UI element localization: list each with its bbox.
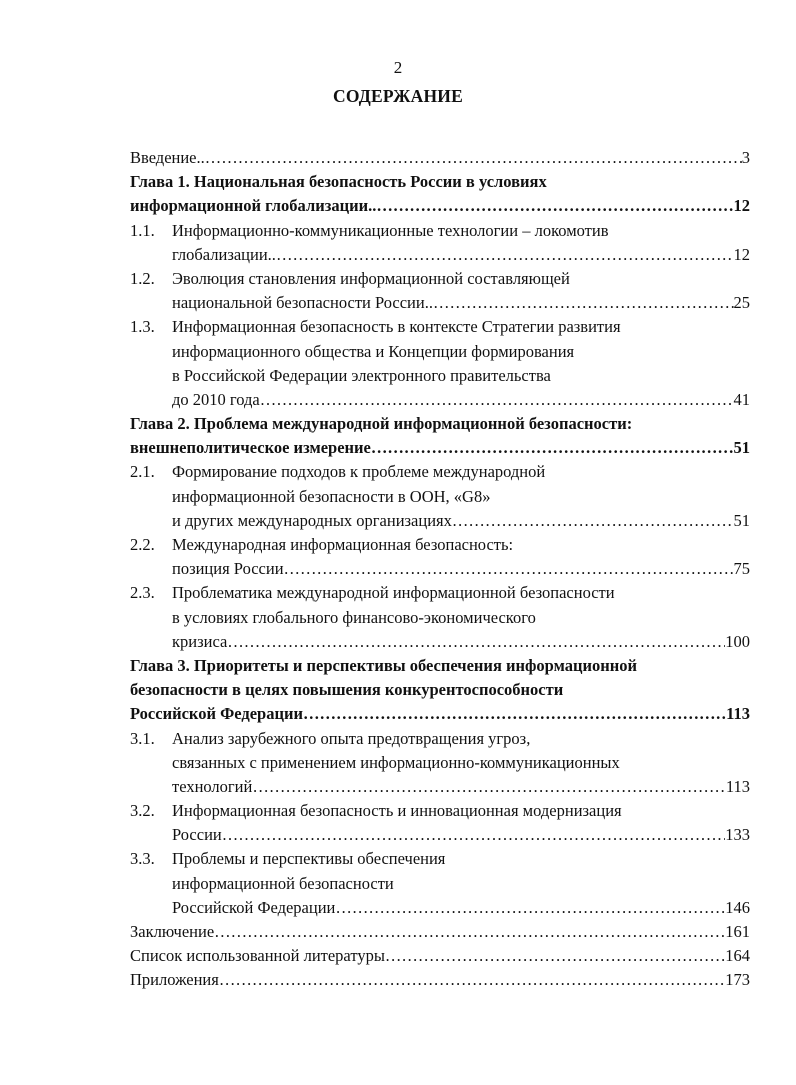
toc-entry-section-2-3[interactable] — [130, 630, 750, 654]
section-number: 1.3. — [130, 317, 155, 337]
toc-section-2-3-line[interactable]: в условиях глобального финансово-экономического — [172, 607, 536, 627]
toc-entry-section-1-3[interactable] — [130, 388, 750, 412]
toc-section-1-3-line[interactable]: информационного общества и Концепции формирования — [172, 341, 575, 361]
toc-entry-text: национальной безопасности России.. — [172, 293, 433, 313]
toc-entry-text: Анализ зарубежного опыта предотвращения угроз, — [172, 728, 531, 748]
section-number: 3.3. — [130, 849, 155, 869]
leader-dots — [452, 509, 734, 533]
section-number: 2.2. — [130, 535, 155, 554]
page-number: 2 — [393, 58, 403, 77]
toc-entry-section-1-2[interactable] — [130, 291, 750, 315]
leader-dots — [252, 775, 726, 799]
toc-entry-conclusion[interactable] — [130, 920, 750, 944]
toc-entry-section-2-1[interactable] — [130, 509, 750, 533]
toc-page-number: 3 — [741, 148, 750, 167]
section-number: 1.1. — [130, 220, 155, 240]
toc-section-1-3-line[interactable]: в Российской Федерации электронного правительства — [172, 365, 551, 385]
toc-page-number: 161 — [725, 922, 750, 941]
toc-entry-chapter-3[interactable] — [130, 702, 750, 726]
toc-section-1-2-line[interactable] — [130, 267, 750, 291]
toc-entry-chapter-1[interactable] — [130, 194, 750, 218]
toc-entry-text: кризиса — [172, 631, 228, 651]
section-number: 1.2. — [130, 268, 155, 288]
toc-page-number: 146 — [725, 897, 750, 917]
toc-entry-appendices[interactable] — [130, 968, 750, 992]
toc-section-3-2-line[interactable] — [130, 799, 750, 823]
leader-dots — [227, 630, 725, 654]
toc-chapter-3-line[interactable]: безопасности в целях повышения конкурентоспособности — [130, 680, 564, 700]
toc-entry-text: внешнеполитическое измерение — [130, 438, 371, 458]
toc-entry-text: Международная информационная безопасность: — [172, 535, 514, 554]
toc-section-1-3-line[interactable] — [130, 315, 750, 339]
toc-chapter-1-line[interactable]: Глава 1. Национальная безопасность России в условиях — [130, 172, 547, 192]
toc-entry-text: Эволюция становления информационной составляющей — [172, 268, 570, 288]
toc-section-3-1-line[interactable] — [130, 727, 750, 751]
toc-chapter-3-line[interactable]: Глава 3. Приоритеты и перспективы обеспечения информационной — [130, 655, 638, 675]
toc-section-2-3-line[interactable] — [130, 581, 750, 605]
leader-dots — [219, 968, 725, 992]
toc-page-number: 25 — [733, 293, 750, 313]
leader-dots — [276, 243, 734, 267]
toc-entry-text: Информационная безопасность в контексте Стратегии развития — [172, 317, 621, 337]
leader-dots — [214, 920, 725, 944]
toc-entry-text: позиция России — [172, 559, 284, 579]
toc-section-1-1-line[interactable] — [130, 219, 750, 243]
toc-entry-text: Введение.. — [130, 148, 205, 167]
toc-section-2-1-line[interactable]: информационной безопасности в ООН, «G8» — [172, 486, 491, 506]
toc-entry-text: технологий — [172, 776, 253, 796]
toc-entry-text: России — [172, 825, 222, 845]
toc-page-number: 113 — [726, 704, 750, 724]
toc-entry-section-3-1[interactable] — [130, 775, 750, 799]
toc-entry-references[interactable] — [130, 944, 750, 968]
toc-entry-text: Приложения — [130, 970, 219, 990]
toc-entry-intro[interactable] — [130, 146, 750, 170]
toc-entry-text: Российской Федерации — [130, 704, 303, 724]
leader-dots — [433, 291, 734, 315]
leader-dots — [335, 896, 725, 920]
toc-entry-section-3-3[interactable] — [130, 896, 750, 920]
leader-dots — [376, 194, 733, 218]
page-title: СОДЕРЖАНИЕ — [332, 86, 463, 106]
toc-page-number: 75 — [733, 559, 750, 579]
toc-entry-text: Информационная безопасность и инновационная модернизация — [172, 801, 622, 821]
toc-page-number: 51 — [733, 438, 750, 458]
table-of-contents — [130, 146, 750, 993]
toc-entry-text: Формирование подходов к проблеме международной — [172, 462, 546, 482]
section-number: 2.1. — [130, 462, 155, 482]
toc-entry-text: Информационно-коммуникационные технологии – локомотив — [172, 220, 609, 240]
toc-section-3-3-line[interactable] — [130, 847, 750, 871]
toc-page-number: 164 — [725, 946, 750, 966]
leader-dots — [284, 557, 734, 581]
toc-entry-text: до 2010 года — [172, 389, 260, 409]
toc-page-number: 51 — [733, 510, 750, 530]
toc-page-number: 133 — [725, 825, 750, 845]
toc-page-number: 12 — [733, 244, 750, 264]
toc-entry-chapter-2[interactable] — [130, 436, 750, 460]
toc-entry-section-2-2[interactable] — [130, 557, 750, 581]
toc-page-number: 12 — [733, 196, 750, 216]
toc-chapter-2-line[interactable]: Глава 2. Проблема международной информационной безопасности: — [130, 414, 633, 434]
toc-entry-text: Проблематика международной информационной безопасности — [172, 583, 615, 603]
section-number: 3.2. — [130, 801, 155, 821]
leader-dots — [303, 702, 726, 726]
toc-page-number: 41 — [733, 389, 750, 409]
toc-page-number: 113 — [725, 776, 750, 796]
toc-section-2-1-line[interactable] — [130, 460, 750, 484]
toc-entry-section-1-1[interactable] — [130, 243, 750, 267]
toc-section-2-2-line[interactable] — [130, 533, 750, 557]
toc-entry-text: Заключение — [130, 922, 215, 941]
section-number: 2.3. — [130, 583, 155, 603]
toc-entry-text: глобализации.. — [172, 244, 276, 264]
leader-dots — [260, 388, 734, 412]
toc-entry-text: Российской Федерации — [172, 897, 336, 917]
toc-entry-text: информационной глобализации.. — [130, 196, 377, 216]
toc-section-3-1-line[interactable]: связанных с применением информационно-коммуникационных — [172, 752, 620, 772]
leader-dots — [205, 146, 742, 170]
section-number: 3.1. — [130, 728, 155, 748]
leader-dots — [222, 823, 726, 847]
toc-page-number: 100 — [725, 631, 750, 651]
toc-entry-section-3-2[interactable] — [130, 823, 750, 847]
toc-page-number: 173 — [725, 970, 750, 990]
leader-dots — [385, 944, 725, 968]
toc-entry-text: и других международных организациях — [172, 510, 452, 530]
leader-dots — [371, 436, 734, 460]
toc-section-3-3-line[interactable]: информационной безопасности — [172, 873, 394, 893]
toc-entry-text: Список использованной литературы — [130, 946, 385, 966]
toc-entry-text: Проблемы и перспективы обеспечения — [172, 849, 446, 869]
